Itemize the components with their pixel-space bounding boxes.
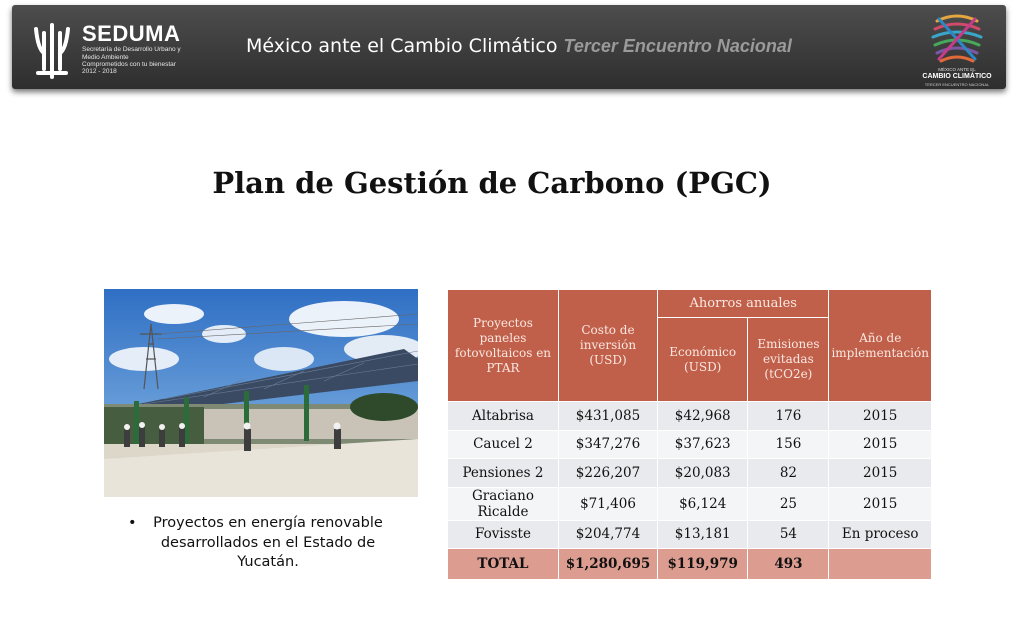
cell-emissions: 176 <box>748 402 829 431</box>
header-emissions: Emisiones evitadas (tCO2e) <box>748 318 829 402</box>
seduma-logo <box>30 19 190 79</box>
cell-project: Altabrisa <box>448 402 559 431</box>
cell-year: 2015 <box>829 459 932 488</box>
header-year: Año de implementación <box>829 290 932 402</box>
table-row <box>448 459 932 488</box>
table-row <box>448 402 932 431</box>
caption-text: Proyectos en energía renovable desarrollados en el Estado de Yucatán. <box>153 515 383 570</box>
org-name: SEDUMA <box>82 21 181 46</box>
org-years: 2012 - 2018 <box>82 68 117 75</box>
cell-year: 2015 <box>829 487 932 520</box>
header-title <box>246 35 792 57</box>
header-cost: Costo de inversión (USD) <box>558 290 657 402</box>
total-economic: $119,979 <box>658 549 748 580</box>
header-banner <box>12 5 1006 89</box>
cell-project: Pensiones 2 <box>448 459 559 488</box>
total-cost: $1,280,695 <box>558 549 657 580</box>
header-project: Proyectos paneles fotovoltaicos en PTAR <box>448 290 559 402</box>
table-row <box>448 430 932 459</box>
cell-emissions: 82 <box>748 459 829 488</box>
slide-title: Plan de Gestión de Carbono (PGC) <box>212 166 772 200</box>
total-label: TOTAL <box>448 549 559 580</box>
total-year <box>829 549 932 580</box>
event-title: México ante el Cambio Climático <box>246 35 558 57</box>
cell-year: En proceso <box>829 520 932 549</box>
cell-economic: $20,083 <box>658 459 748 488</box>
cell-economic: $42,968 <box>658 402 748 431</box>
cell-year: 2015 <box>829 430 932 459</box>
table-row <box>448 487 932 520</box>
cell-project: Graciano Ricalde <box>448 487 559 520</box>
event-logo-line3: TERCER ENCUENTRO NACIONAL <box>924 82 990 87</box>
header-savings-group: Ahorros anuales <box>658 290 829 318</box>
cell-economic: $6,124 <box>658 487 748 520</box>
cell-emissions: 25 <box>748 487 829 520</box>
total-emissions: 493 <box>748 549 829 580</box>
solar-panel-photo <box>104 289 418 497</box>
carbon-projects-table <box>447 289 932 580</box>
cell-project: Caucel 2 <box>448 430 559 459</box>
org-tagline: Comprometidos con tu bienestar <box>82 61 176 68</box>
climate-emblem-icon <box>917 11 997 67</box>
seduma-emblem-icon <box>30 19 74 79</box>
cell-cost: $204,774 <box>558 520 657 549</box>
cell-cost: $71,406 <box>558 487 657 520</box>
event-logo-line1: MÉXICO ANTE EL <box>938 67 976 72</box>
climate-event-logo <box>917 11 997 87</box>
header-economic: Económico (USD) <box>658 318 748 402</box>
org-subtitle: Secretaría de Desarrollo Urbano y Medio Ambiente Comprometidos con tu bienestar <box>82 46 181 68</box>
cell-economic: $37,623 <box>658 430 748 459</box>
event-subtitle: Tercer Encuentro Nacional <box>563 36 792 56</box>
cell-cost: $347,276 <box>558 430 657 459</box>
cell-emissions: 156 <box>748 430 829 459</box>
event-logo-line2: CAMBIO CLIMÁTICO <box>922 73 992 80</box>
cell-project: Fovisste <box>448 520 559 549</box>
table-total-row <box>448 549 932 580</box>
cell-year: 2015 <box>829 402 932 431</box>
cell-economic: $13,181 <box>658 520 748 549</box>
photo-caption <box>128 514 390 573</box>
cell-cost: $431,085 <box>558 402 657 431</box>
cell-cost: $226,207 <box>558 459 657 488</box>
bullet-icon: • <box>128 515 137 531</box>
table-row <box>448 520 932 549</box>
cell-emissions: 54 <box>748 520 829 549</box>
